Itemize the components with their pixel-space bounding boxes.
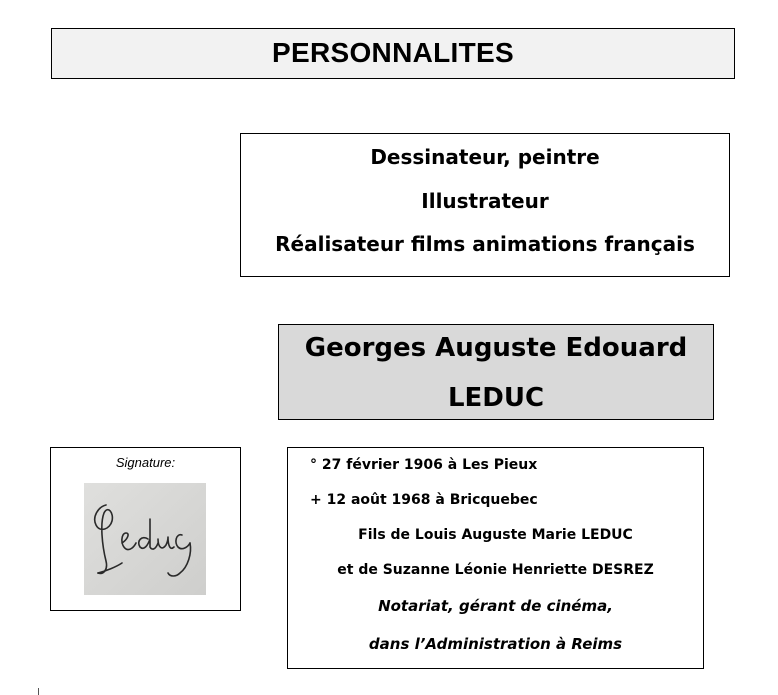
profession-line: Réalisateur films animations français bbox=[275, 232, 695, 256]
birth-line: ° 27 février 1906 à Les Pieux bbox=[310, 457, 538, 473]
profession-line: Dessinateur, peintre bbox=[370, 145, 600, 169]
mother-line: et de Suzanne Léonie Henriette DESREZ bbox=[337, 562, 654, 578]
death-line: + 12 août 1968 à Bricquebec bbox=[310, 492, 538, 508]
signature-label: Signature: bbox=[115, 455, 176, 470]
father-line: Fils de Louis Auguste Marie LEDUC bbox=[358, 527, 633, 543]
signature-image bbox=[84, 483, 206, 595]
occupation-line: dans l’Administration à Reims bbox=[368, 635, 623, 653]
signature-box bbox=[50, 447, 241, 611]
margin-mark bbox=[38, 688, 39, 695]
name-box bbox=[278, 324, 714, 420]
occupation-line: Notariat, gérant de cinéma, bbox=[378, 597, 613, 615]
page-title: PERSONNALITES bbox=[272, 37, 514, 68]
first-names: Georges Auguste Edouard bbox=[304, 333, 688, 363]
biography-box bbox=[287, 447, 704, 669]
professions-box bbox=[240, 133, 730, 277]
profession-line: Illustrateur bbox=[421, 189, 549, 213]
title-banner bbox=[51, 28, 735, 79]
surname: LEDUC bbox=[447, 383, 545, 413]
